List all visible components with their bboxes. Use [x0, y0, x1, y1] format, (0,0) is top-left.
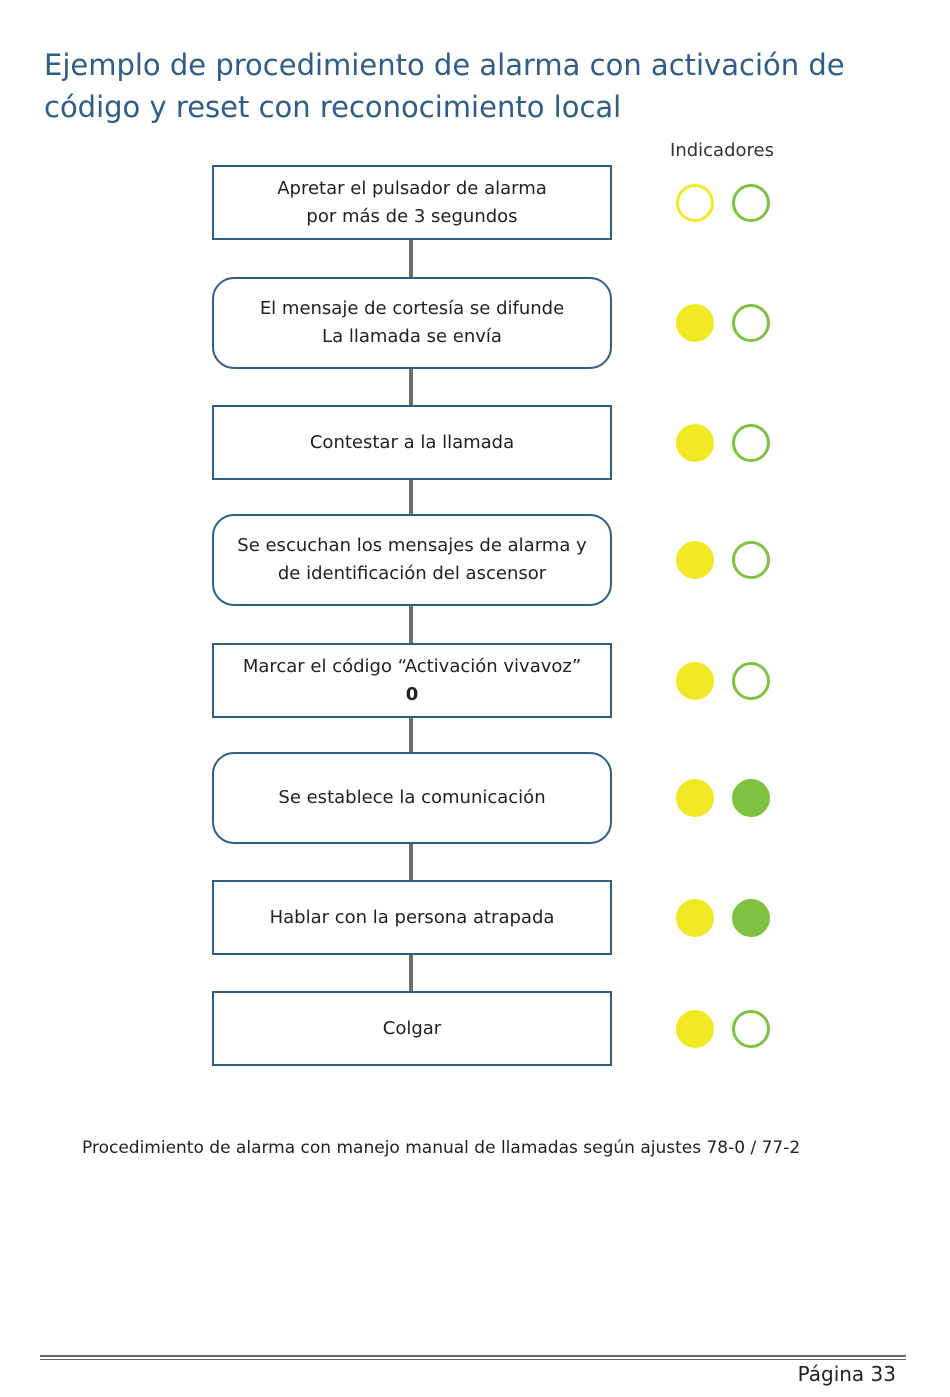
flow-step-6	[212, 752, 612, 844]
green-indicator-1	[732, 184, 770, 222]
page-number: Página 33	[797, 1362, 896, 1386]
yellow-indicator-2	[676, 304, 714, 342]
step-text: Apretar el pulsador de alarma	[277, 177, 547, 199]
flow-connector	[409, 606, 413, 643]
step-text: Hablar con la persona atrapada	[269, 906, 555, 928]
green-indicator-6	[732, 779, 770, 817]
flow-connector	[409, 480, 413, 514]
indicators-header: Indicadores	[670, 140, 774, 161]
page-title: Ejemplo de procedimiento de alarma con activación de código y reset con reconocimiento local	[44, 48, 845, 124]
step-text: de identificación del ascensor	[277, 563, 547, 584]
step-text: La llamada se envía	[322, 326, 502, 347]
flow-connector	[409, 955, 413, 991]
footer-rule-thin	[40, 1359, 906, 1360]
step-text: Se establece la comunicación	[278, 787, 546, 808]
flow-connector	[409, 844, 413, 880]
green-indicator-2	[732, 304, 770, 342]
flow-step-4	[212, 514, 612, 606]
green-indicator-5	[732, 662, 770, 700]
green-indicator-4	[732, 541, 770, 579]
yellow-indicator-4	[676, 541, 714, 579]
yellow-indicator-5	[676, 662, 714, 700]
yellow-indicator-1	[676, 184, 714, 222]
flow-step-7	[212, 880, 612, 955]
green-indicator-8	[732, 1010, 770, 1048]
flow-step-2	[212, 277, 612, 369]
yellow-indicator-6	[676, 779, 714, 817]
yellow-indicator-7	[676, 899, 714, 937]
flow-step-1	[212, 165, 612, 240]
green-indicator-7	[732, 899, 770, 937]
green-indicator-3	[732, 424, 770, 462]
step-text: Se escuchan los mensajes de alarma y	[237, 535, 587, 556]
flow-step-3	[212, 405, 612, 480]
figure-caption: Procedimiento de alarma con manejo manual de llamadas según ajustes 78-0 / 77-2	[82, 1138, 801, 1158]
flow-step-8	[212, 991, 612, 1066]
flow-step-5	[212, 643, 612, 718]
step-code: 0	[405, 683, 419, 705]
flow-connector	[409, 718, 413, 752]
step-text: Marcar el código “Activación vivavoz”	[242, 655, 582, 677]
step-text: Colgar	[382, 1017, 442, 1039]
flow-connector	[409, 369, 413, 405]
step-text: por más de 3 segundos	[306, 205, 518, 227]
step-text: El mensaje de cortesía se difunde	[259, 298, 565, 319]
flow-connector	[409, 240, 413, 277]
step-text: Contestar a la llamada	[309, 431, 515, 453]
footer-rule	[40, 1355, 906, 1357]
yellow-indicator-8	[676, 1010, 714, 1048]
yellow-indicator-3	[676, 424, 714, 462]
